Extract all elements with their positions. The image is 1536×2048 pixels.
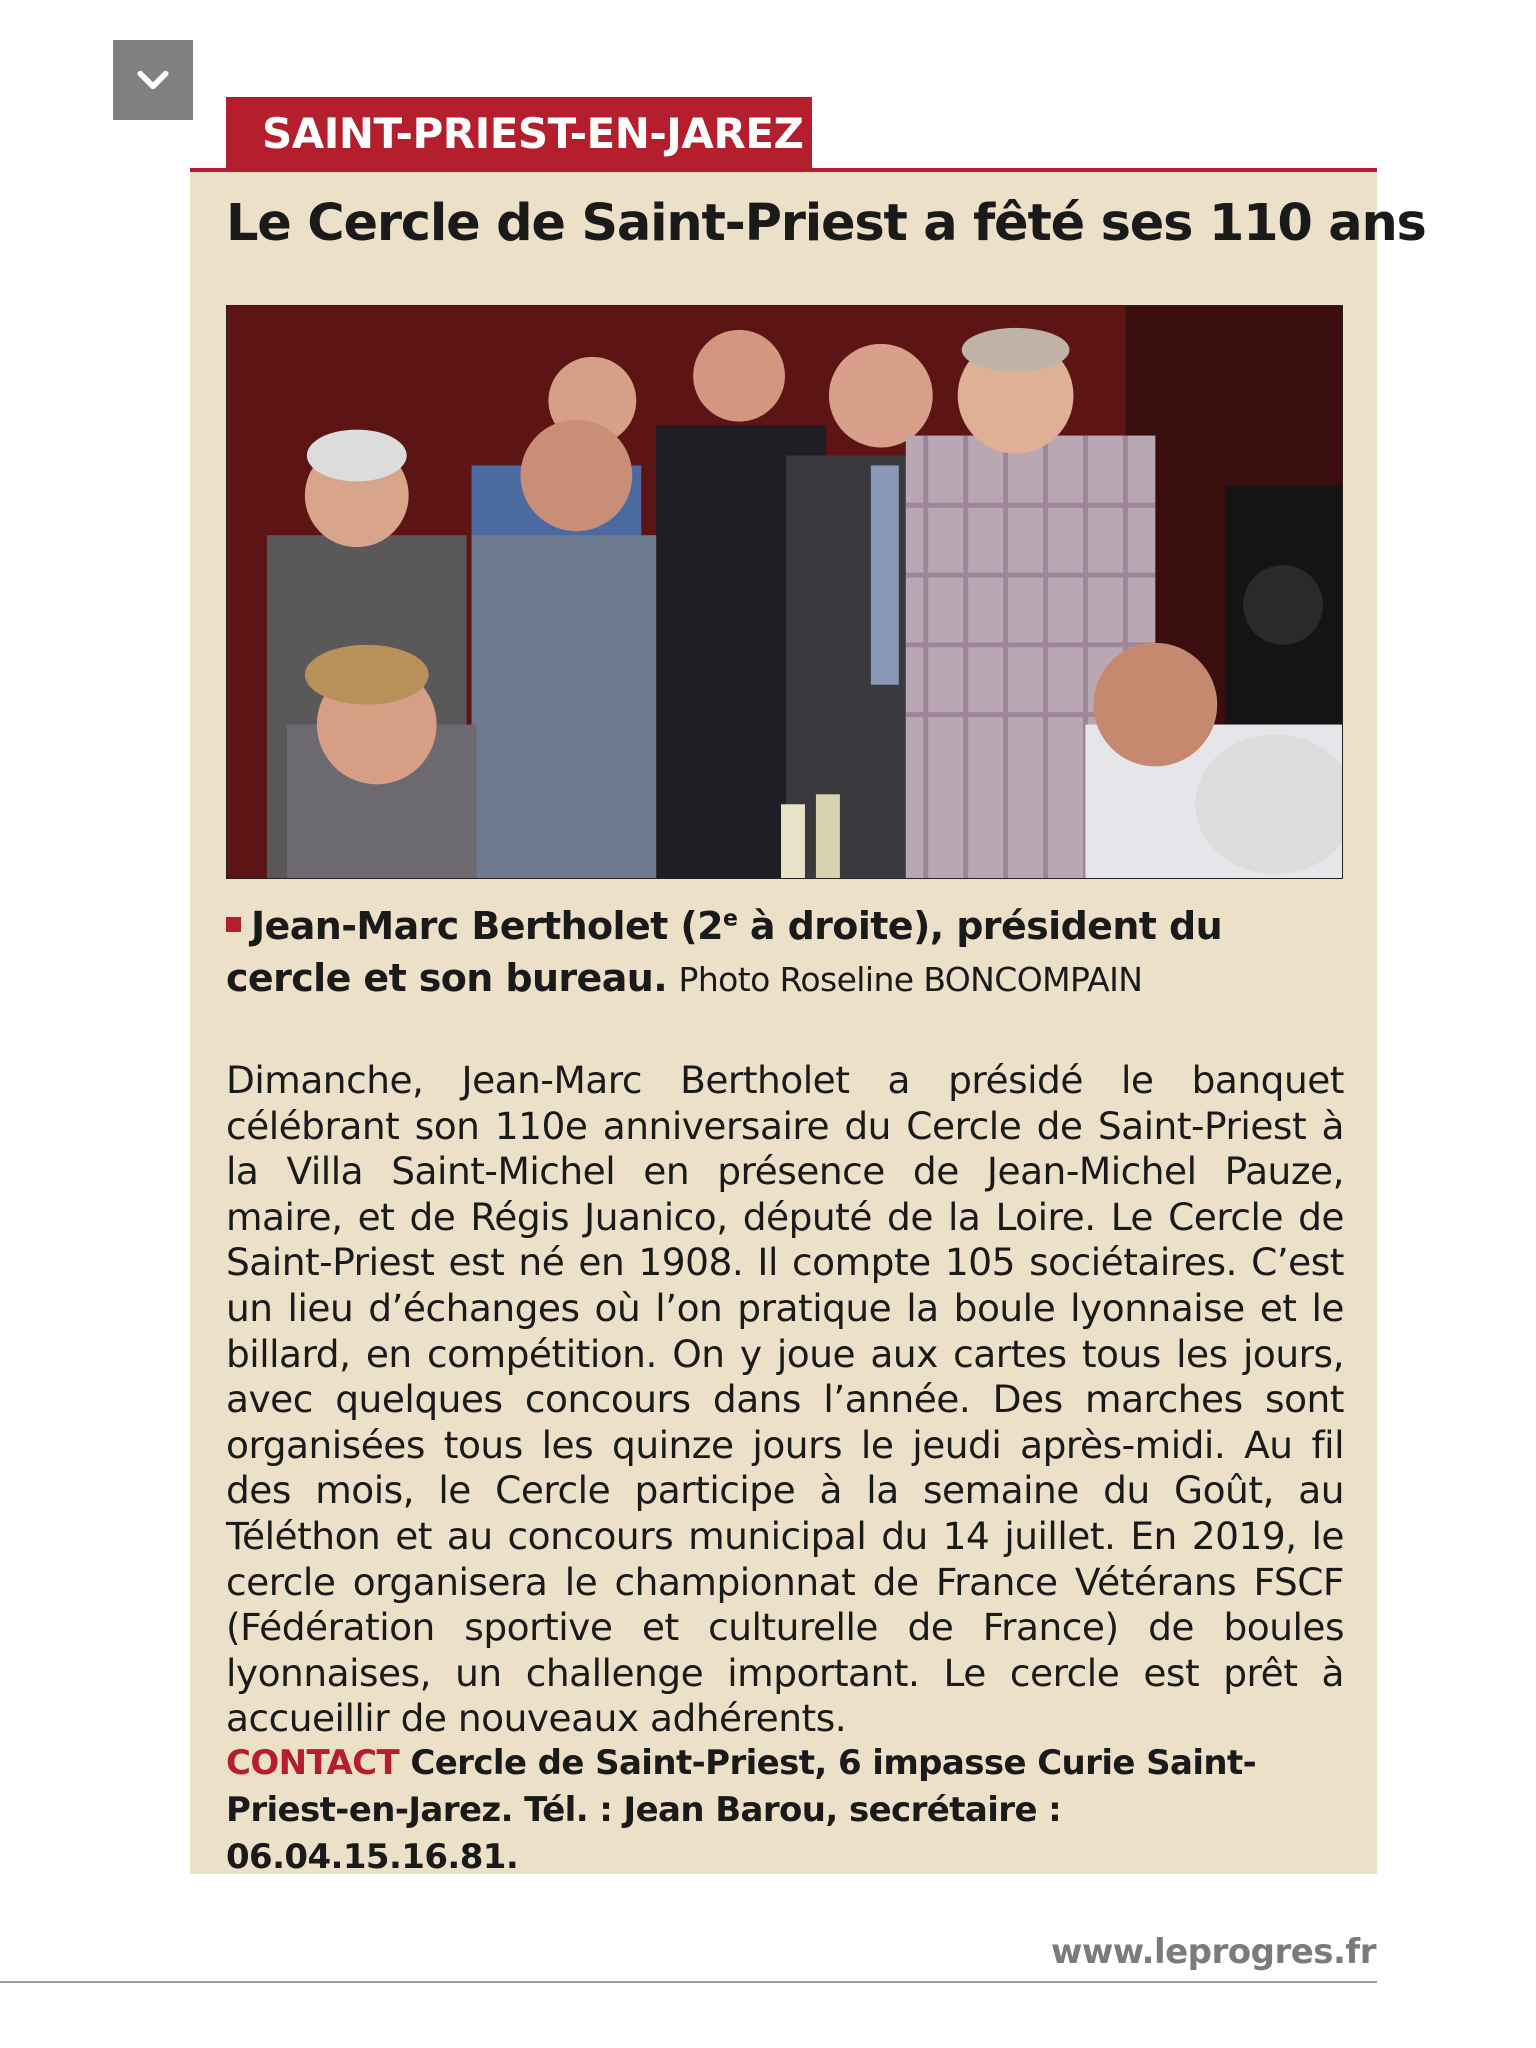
footer-rule: [0, 1981, 1377, 1983]
section-tag: SAINT-PRIEST-EN-JAREZ: [226, 97, 812, 169]
photo-credit: Photo Roseline BONCOMPAIN: [678, 959, 1143, 999]
article-photo: [226, 305, 1343, 879]
contact-text: Cercle de Saint-Priest, 6 impasse Curie Saint-Priest-en-Jarez. Tél. : Jean Barou, secrétaire : 06.04.15.16.81.: [226, 1743, 1257, 1877]
site-url[interactable]: www.leprogres.fr: [1050, 1932, 1376, 1972]
collapse-button[interactable]: [113, 40, 193, 120]
article-headline: Le Cercle de Saint-Priest a fêté ses 110 ans: [226, 194, 1426, 253]
chevron-down-icon: [134, 61, 172, 99]
caption-marker: [226, 917, 241, 932]
contact-label: CONTACT: [226, 1743, 400, 1783]
caption-bold-text: Jean-Marc Bertholet (2: [251, 903, 723, 948]
caption-superscript: e: [722, 906, 738, 931]
caption-bold-text-end: à droite), président du cercle et son bureau.: [226, 903, 1223, 1000]
contact-block: [226, 1740, 1344, 1881]
group-photo-illustration: [227, 306, 1342, 878]
article-body: Dimanche, Jean-Marc Bertholet a présidé le banquet célébrant son 110e anniversaire du Cercle de Saint-Priest à la Villa Saint-Michel en présence de Jean-Michel Pauze, maire, et de Régis Juanico, député de la Loire. Le Cercle de Saint-Priest est né en 1908. Il compte 105 sociétaires. C’est un lieu d’échanges où l’on pratique la boule lyonnaise et le billard, en compétition. On y joue aux cartes tous les jours, avec quelques concours dans l’année. Des marches sont organisées tous les quinze jours le jeudi après-midi. Au fil des mois, le Cercle participe à la semaine du Goût, au Téléthon et au concours municipal du 14 juillet. En 2019, le cercle organisera le championnat de France Vétérans FSCF (Fédération sportive et culturelle de France) de boules lyonnaises, un challenge important. Le cercle est prêt à accueillir de nouveaux adhérents.: [226, 1058, 1344, 1741]
photo-caption: [226, 893, 1346, 1006]
